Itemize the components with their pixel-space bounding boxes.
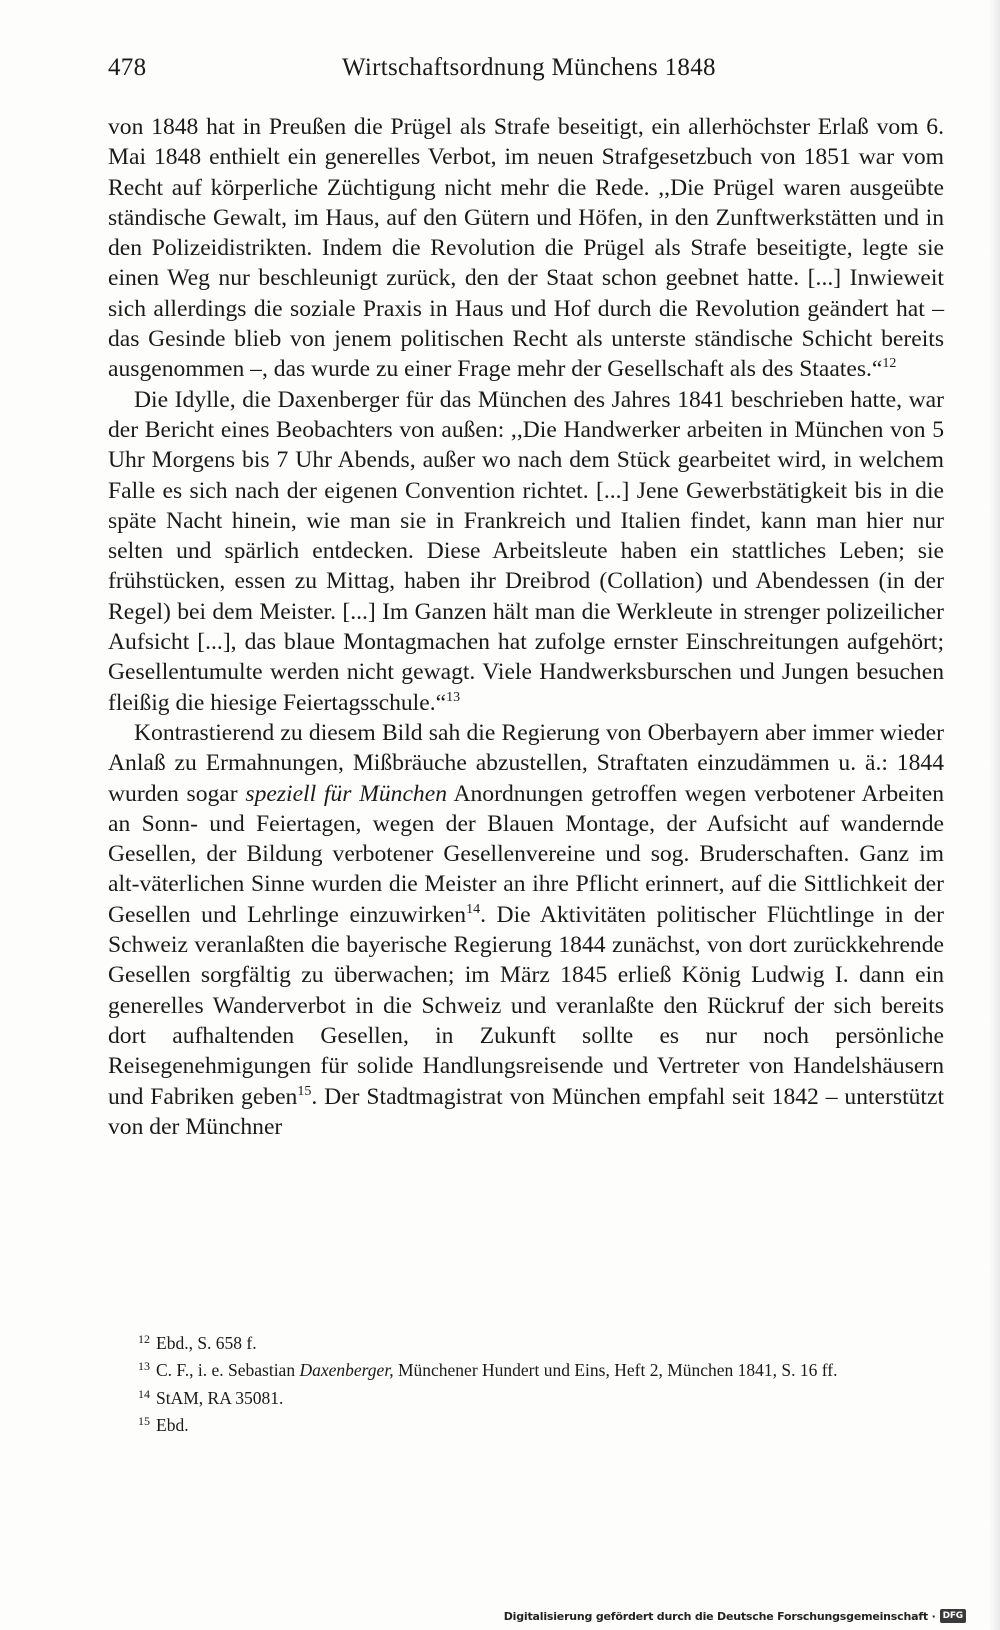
digitization-credit — [504, 1608, 966, 1624]
footnote-12 — [108, 1330, 944, 1357]
footnote-ref-13: 13 — [446, 689, 461, 705]
footnote-text: Ebd., S. 658 f. — [156, 1333, 257, 1353]
page-number: 478 — [108, 54, 147, 81]
paragraph-3-text-b: Anordnungen getroffen wegen verbotener Arbeiten an Sonn- und Feiertagen, wegen der Blauen Montage, der Aufsicht auf wandernde Gesellen, der Bildung verbotener Gesellenvereine und sog. Bruderschaften. Ganz im alt-väterlichen Sinne wurden die Meister an ihre Pflicht erinnert, auf die Sittlichkeit der Gesellen und Lehrlinge einzuwirken — [108, 780, 944, 928]
footnote-number: 13 — [138, 1359, 150, 1374]
paragraph-3-text-d: . Der Stadtmagistrat von München empfahl seit 1842 – unterstützt von der Münchner — [108, 1083, 945, 1140]
footnote-13 — [108, 1357, 944, 1384]
page-edge-shadow — [988, 0, 1000, 1630]
footnote-number: 15 — [138, 1413, 150, 1428]
footnote-14 — [108, 1385, 944, 1412]
footnote-number: 14 — [138, 1386, 150, 1401]
credit-text: Digitalisierung gefördert durch die Deutsche Forschungsgemeinschaft · — [503, 1609, 936, 1623]
paragraph-1 — [108, 112, 944, 385]
page-header — [108, 48, 944, 88]
paragraph-3-text-c: . Die Aktivitäten politischer Flüchtlinge in der Schweiz veranlaßten die bayerische Regierung 1844 zunächst, von dort zurückkehrende Gesellen sorgfältig zu überwachen; im März 1845 erließ König Ludwig I. dann ein generelles Wanderverbot in die Schweiz und veranlaßte den Rückruf der sich bereits dort aufhaltenden Gesellen, in Zukunft sollte es nur noch persönliche Reisegenehmigungen für solide Handlungsreisende und Vertreter von Handelshäusern und Fabriken geben — [108, 901, 945, 1110]
paragraph-2 — [108, 385, 944, 718]
paragraph-1-text: von 1848 hat in Preußen die Prügel als Strafe beseitigt, ein allerhöchster Erlaß vom 6. Mai 1848 enthielt ein generelles Verbot, im neuen Strafgesetzbuch von 1851 war vom Recht auf körperliche Züchtigung nicht mehr die Rede. ,,Die Prügel waren ausgeübte ständische Gewalt, im Haus, auf den Gütern und Höfen, in den Zunftwerkstätten und in den Polizeidistrikten. Indem die Revolution die Prügel als Strafe beseitigte, legte sie einen Weg nur beschleunigt zurück, den der Staat schon geebnet hatte. [...] Inwieweit sich allerdings die soziale Praxis in Haus und Hof durch die Revolution geändert hat – das Gesinde blieb von jenem politischen Recht als unterste ständische Schicht bereits ausgenommen –, das wurde zu einer Frage mehr der Gesellschaft als des Staates.“ — [108, 114, 944, 383]
footnote-ref-14: 14 — [466, 901, 481, 917]
running-head: Wirtschaftsordnung Münchens 1848 — [342, 54, 716, 81]
footnote-text: C. F., i. e. Sebastian — [156, 1360, 300, 1381]
main-text — [108, 112, 944, 1142]
footnote-text: Ebd. — [156, 1414, 189, 1435]
footnote-15 — [108, 1412, 944, 1439]
footnote-author: Daxenberger, — [299, 1360, 394, 1381]
footnote-number: 12 — [138, 1332, 150, 1346]
footnotes — [108, 1330, 944, 1439]
footnote-ref-12: 12 — [882, 356, 897, 372]
footnote-ref-15: 15 — [297, 1083, 312, 1099]
dfg-logo-icon: DFG — [940, 1609, 966, 1623]
paragraph-3-text-a: Kontrastierend zu diesem Bild sah die Regierung von Oberbayern aber immer wieder Anlaß zu Ermahnungen, Mißbräuche abzustellen, Straftaten einzudämmen u. ä.: 1844 wurden sogar — [108, 719, 944, 807]
paragraph-3 — [108, 718, 944, 1142]
paragraph-3-emphasis: speziell für München — [245, 780, 448, 807]
footnote-text: Münchener Hundert und Eins, Heft 2, München 1841, S. 16 ff. — [393, 1360, 838, 1381]
paragraph-2-text: Die Idylle, die Daxenberger für das München des Jahres 1841 beschrieben hatte, war der Bericht eines Beobachters von außen: ,,Die Handwerker arbeiten in München von 5 Uhr Morgens bis 7 Uhr Abends, außer wo nach dem Stück gearbeitet wird, in welchem Falle es sich nach der eigenen Convention richtet. [...] Jene Gewerbstätigkeit bis in die späte Nacht hinein, wie man sie in Frankreich und Italien findet, kann man hier nur selten und spärlich entdecken. Diese Arbeitsleute haben ein stattliches Leben; sie frühstücken, essen zu Mittag, haben ihr Dreibrod (Collation) und Abendessen (in der Regel) bei dem Meister. [...] Im Ganzen hält man die Werkleute in strenger polizeilicher Aufsicht [...], das blaue Montagmachen hat zufolge ernster Einschreitungen aufgehört; Gesellentumulte werden nicht gewagt. Viele Handwerksburschen und Jungen besuchen fleißig die hiesige Feiertagsschule.“ — [108, 386, 944, 716]
footnote-text: StAM, RA 35081. — [156, 1387, 284, 1408]
